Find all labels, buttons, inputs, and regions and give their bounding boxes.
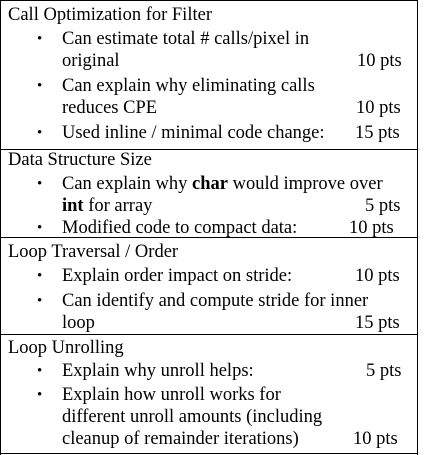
keyword-char: char: [192, 174, 228, 194]
section-title: Call Optimization for Filter: [8, 5, 212, 25]
criterion-text: Used inline / minimal code change:: [62, 123, 325, 143]
bullet-icon: •: [37, 125, 43, 141]
table-left-border: [0, 0, 1, 455]
criterion-text: loop: [62, 313, 95, 333]
criterion-text: Can explain why eliminating calls: [62, 76, 315, 96]
criterion-text: Explain why unroll helps:: [62, 361, 254, 381]
criterion-text: different unroll amounts (including: [62, 407, 323, 427]
section-divider: [0, 334, 417, 335]
criterion-text: original: [62, 51, 120, 71]
section-title: Data Structure Size: [8, 150, 152, 170]
criterion-text: [62, 195, 152, 217]
criterion-text: Can estimate total # calls/pixel in: [62, 29, 310, 49]
criterion-text: cleanup of remainder iterations): [62, 429, 299, 449]
criterion-text: Modified code to compact data:: [62, 218, 298, 238]
criterion-text: reduces CPE: [62, 98, 158, 118]
criterion-text-part: Can explain why: [62, 174, 192, 194]
criterion-text: Explain order impact on stride:: [62, 266, 293, 286]
criterion-points: 5 pts: [365, 196, 401, 216]
criterion-text-part: for array: [83, 196, 153, 216]
bullet-icon: •: [37, 387, 43, 403]
bullet-icon: •: [37, 78, 43, 94]
bullet-icon: •: [37, 176, 43, 192]
bullet-icon: •: [37, 31, 43, 47]
criterion-text-part: would improve over: [227, 174, 383, 194]
table-bottom-border: [0, 453, 417, 454]
bullet-icon: •: [37, 268, 43, 284]
bullet-icon: •: [37, 363, 43, 379]
table-right-border: [417, 0, 418, 455]
criterion-text: Explain how unroll works for: [62, 385, 281, 405]
criterion-points: 5 pts: [366, 361, 402, 381]
keyword-int: int: [62, 196, 84, 216]
bullet-icon: •: [37, 293, 43, 309]
criterion-text: [62, 173, 383, 195]
criterion-points: 10 pts: [355, 266, 400, 286]
section-title: Loop Traversal / Order: [8, 242, 179, 262]
criterion-points: 10 pts: [349, 218, 394, 238]
criterion-text: Can identify and compute stride for inner: [62, 291, 369, 311]
bullet-icon: •: [37, 220, 43, 236]
criterion-points: 15 pts: [355, 123, 400, 143]
section-title: Loop Unrolling: [8, 338, 124, 358]
criterion-points: 10 pts: [357, 51, 402, 71]
criterion-points: 10 pts: [353, 429, 398, 449]
criterion-points: 10 pts: [356, 98, 401, 118]
table-top-border: [0, 0, 417, 1]
criterion-points: 15 pts: [355, 313, 400, 333]
